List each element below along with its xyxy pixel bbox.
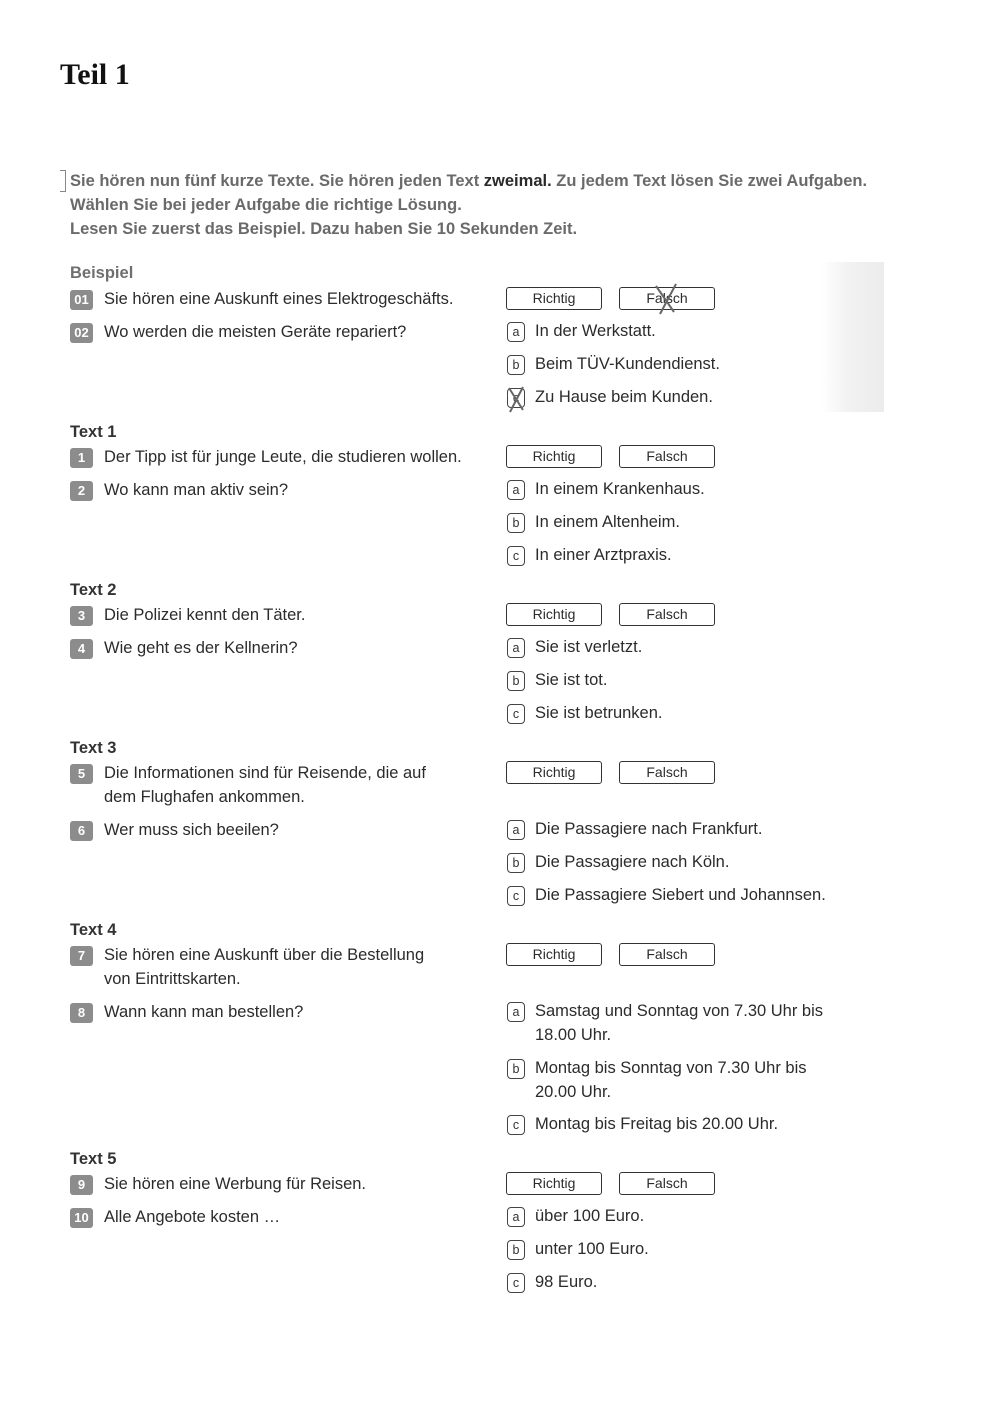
question-number: 3 xyxy=(70,606,93,626)
question-number: 9 xyxy=(70,1175,93,1195)
richtig-button[interactable]: Richtig xyxy=(506,287,602,310)
question-text: Alle Angebote kosten … xyxy=(104,1208,281,1226)
option-text: Beim TÜV-Kundendienst. xyxy=(535,355,720,373)
option-text: In einem Krankenhaus. xyxy=(535,480,705,498)
question-text: Der Tipp ist für junge Leute, die studieren wollen. xyxy=(104,448,462,466)
option-b[interactable]: b xyxy=(507,355,525,375)
richtig-button[interactable]: Richtig xyxy=(506,1172,602,1195)
option-text: Montag bis Freitag bis 20.00 Uhr. xyxy=(535,1115,779,1133)
option-text: über 100 Euro. xyxy=(535,1207,645,1225)
option-text-line-1: Montag bis Sonntag von 7.30 Uhr bis xyxy=(535,1059,807,1077)
option-text-line-2: 20.00 Uhr. xyxy=(535,1083,612,1101)
option-text: Zu Hause beim Kunden. xyxy=(535,388,713,406)
instructions-line3: Lesen Sie zuerst das Beispiel. Dazu haben Sie 10 Sekunden Zeit. xyxy=(70,220,578,238)
section-label-text-1: Text 1 xyxy=(70,423,117,441)
question-text: Wo werden die meisten Geräte repariert? xyxy=(104,323,407,341)
option-b[interactable]: b xyxy=(507,671,525,691)
option-c[interactable]: c xyxy=(507,1273,525,1293)
option-text: unter 100 Euro. xyxy=(535,1240,649,1258)
option-a[interactable]: a xyxy=(507,1207,525,1227)
instructions-part2: Zu jedem Text lösen Sie zwei Aufgaben. Wählen Sie bei jeder Aufgabe die richtige Lösung. xyxy=(70,172,868,214)
option-text: Sie ist verletzt. xyxy=(535,638,643,656)
richtig-button[interactable]: Richtig xyxy=(506,761,602,784)
richtig-button[interactable]: Richtig xyxy=(506,603,602,626)
instructions-emphasis: zweimal. xyxy=(483,172,552,190)
option-text: In der Werkstatt. xyxy=(535,322,656,340)
option-a[interactable]: a xyxy=(507,820,525,840)
falsch-button[interactable]: Falsch xyxy=(619,1172,715,1195)
richtig-button[interactable]: Richtig xyxy=(506,445,602,468)
section-label-text-2: Text 2 xyxy=(70,581,117,599)
section-label-text-5: Text 5 xyxy=(70,1150,117,1168)
falsch-button[interactable]: Falsch xyxy=(619,943,715,966)
question-text: Wann kann man bestellen? xyxy=(104,1003,304,1021)
option-c[interactable]: c xyxy=(507,704,525,724)
falsch-button[interactable]: Falsch xyxy=(619,761,715,784)
option-b[interactable]: b xyxy=(507,1240,525,1260)
falsch-button[interactable]: Falsch xyxy=(619,287,715,310)
option-b[interactable]: b xyxy=(507,513,525,533)
option-b[interactable]: b xyxy=(507,1059,525,1079)
option-a[interactable]: a xyxy=(507,638,525,658)
question-number: 6 xyxy=(70,821,93,841)
option-text: In einem Altenheim. xyxy=(535,513,680,531)
question-text: Sie hören eine Werbung für Reisen. xyxy=(104,1175,367,1193)
option-text: Sie ist tot. xyxy=(535,671,608,689)
question-text-line-2: dem Flughafen ankommen. xyxy=(104,788,305,806)
question-number: 7 xyxy=(70,946,93,966)
question-text-line-1: Sie hören eine Auskunft über die Bestellung xyxy=(104,946,425,964)
option-text-line-2: 18.00 Uhr. xyxy=(535,1026,612,1044)
richtig-button[interactable]: Richtig xyxy=(506,943,602,966)
option-c[interactable]: c xyxy=(507,388,525,408)
option-a[interactable]: a xyxy=(507,480,525,500)
falsch-button[interactable]: Falsch xyxy=(619,445,715,468)
question-number: 2 xyxy=(70,481,93,501)
question-number: 10 xyxy=(70,1208,93,1228)
falsch-button[interactable]: Falsch xyxy=(619,603,715,626)
question-number: 4 xyxy=(70,639,93,659)
section-label-text-3: Text 3 xyxy=(70,739,117,757)
option-c[interactable]: c xyxy=(507,886,525,906)
question-text: Wo kann man aktiv sein? xyxy=(104,481,289,499)
question-text: Die Polizei kennt den Täter. xyxy=(104,606,306,624)
option-text: In einer Arztpraxis. xyxy=(535,546,672,564)
question-number: 8 xyxy=(70,1003,93,1023)
option-text-line-1: Samstag und Sonntag von 7.30 Uhr bis xyxy=(535,1002,824,1020)
question-text: Wer muss sich beeilen? xyxy=(104,821,279,839)
option-a[interactable]: a xyxy=(507,322,525,342)
question-number: 5 xyxy=(70,764,93,784)
option-text: Die Passagiere Siebert und Johannsen. xyxy=(535,886,826,904)
option-text: 98 Euro. xyxy=(535,1273,598,1291)
section-label-beispiel: Beispiel xyxy=(70,264,134,282)
page-title: Teil 1 xyxy=(60,58,130,91)
instructions xyxy=(70,169,890,241)
section-label-text-4: Text 4 xyxy=(70,921,117,939)
question-number: 01 xyxy=(70,290,93,310)
option-b[interactable]: b xyxy=(507,853,525,873)
question-number: 02 xyxy=(70,323,93,343)
option-text: Die Passagiere nach Frankfurt. xyxy=(535,820,763,838)
option-text: Sie ist betrunken. xyxy=(535,704,663,722)
question-text-line-1: Die Informationen sind für Reisende, die auf xyxy=(104,764,426,782)
question-text-line-2: von Eintrittskarten. xyxy=(104,970,241,988)
instructions-part1: Sie hören nun fünf kurze Texte. Sie hören jeden Text xyxy=(70,172,484,190)
option-c[interactable]: c xyxy=(507,1115,525,1135)
option-c[interactable]: c xyxy=(507,546,525,566)
question-number: 1 xyxy=(70,448,93,468)
option-a[interactable]: a xyxy=(507,1002,525,1022)
question-text: Wie geht es der Kellnerin? xyxy=(104,639,298,657)
bracket-mark xyxy=(60,170,66,192)
option-text: Die Passagiere nach Köln. xyxy=(535,853,730,871)
scan-shadow xyxy=(822,262,884,412)
question-text: Sie hören eine Auskunft eines Elektrogeschäfts. xyxy=(104,290,454,308)
